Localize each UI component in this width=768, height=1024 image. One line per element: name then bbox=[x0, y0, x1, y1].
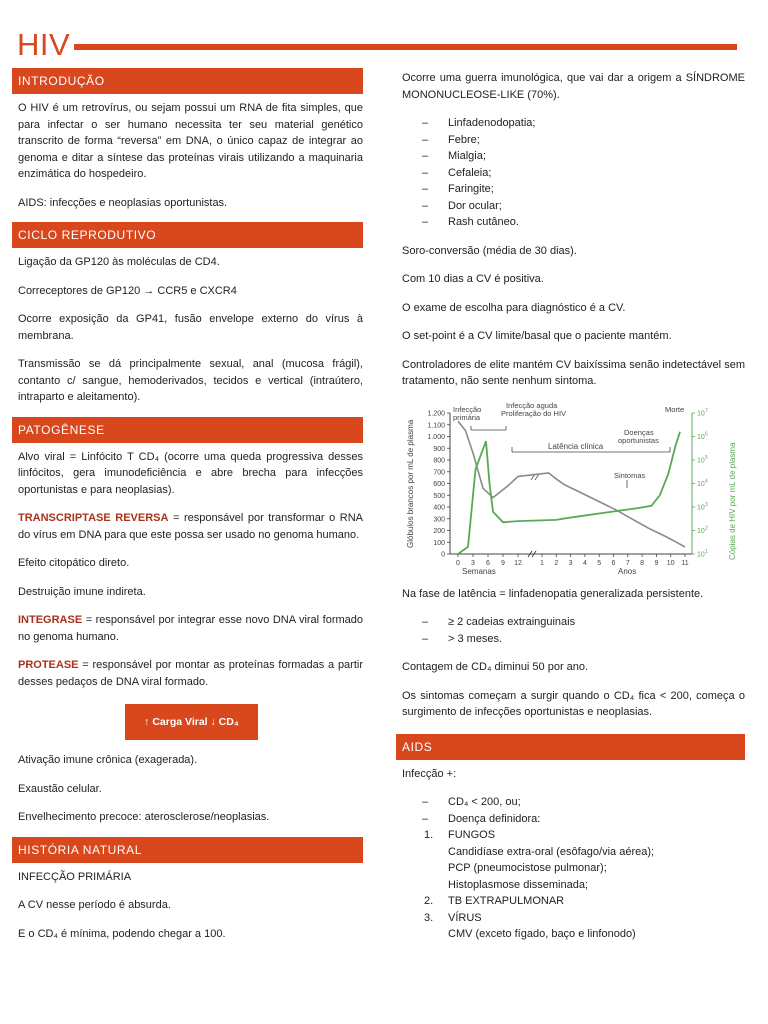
keyword-integrase: INTEGRASE bbox=[18, 614, 83, 626]
x-tick-label-year: 3 bbox=[568, 559, 573, 567]
section-heading-ciclo: CICLO REPRODUTIVO bbox=[12, 222, 363, 248]
annotation-opportunistic-2: oportunistas bbox=[618, 435, 659, 445]
x-tick-label-year: 5 bbox=[597, 559, 602, 567]
left-tick-label: 800 bbox=[433, 457, 445, 464]
list-item: – CD₄ < 200, ou; bbox=[422, 794, 745, 811]
section-heading-patogenese: PATOGÊNESE bbox=[12, 417, 363, 443]
list-item: – Linfadenodopatia; bbox=[422, 115, 745, 132]
list-item: – Doença definidora: bbox=[422, 811, 745, 828]
left-axis-label: Glóbulos brancos por mL de plasma bbox=[406, 419, 415, 548]
pathogenesis-paragraph-4: Destruição imune indireta. bbox=[18, 585, 146, 598]
left-tick-label: 400 bbox=[433, 504, 445, 511]
x-tick-label-year: 11 bbox=[681, 559, 689, 567]
list-item bbox=[424, 827, 745, 893]
left-tick-label: 1.100 bbox=[427, 421, 445, 429]
right-paragraph-4: O exame de escolha para diagnóstico é a CV. bbox=[402, 301, 626, 314]
left-tick-label: 1.200 bbox=[427, 410, 445, 417]
annotation-primary-1: Infecção bbox=[453, 404, 482, 414]
right-paragraph-7: Na fase de latência = linfadenopatia generalizada persistente. bbox=[402, 587, 704, 600]
section-heading-historia: HISTÓRIA NATURAL bbox=[12, 837, 363, 863]
left-tick-label: 300 bbox=[433, 515, 445, 523]
annotation-opportunistic-1: Doenças bbox=[624, 427, 654, 437]
left-tick-label: 1.000 bbox=[427, 433, 445, 441]
list-item: – Faringite; bbox=[422, 181, 745, 198]
sub-line: Candidíase extra-oral (esôfago/via aérea); bbox=[448, 845, 655, 858]
annotation-acute: Infecção aguda bbox=[506, 400, 558, 410]
list-item bbox=[424, 910, 745, 943]
pathogenesis-paragraph-1: Alvo viral = Linfócito T CD₄ (ocorre uma queda progressiva desses linfócitos, gera imunodeficiência e abre brecha para infecções oportunistas e para neoplasias). bbox=[18, 450, 363, 496]
x-tick-label-year: 8 bbox=[640, 559, 645, 567]
right-paragraph-3: Com 10 dias a CV é positiva. bbox=[402, 273, 544, 285]
right-tick-label: 10 bbox=[697, 551, 705, 558]
right-tick-label: 10 bbox=[697, 504, 705, 511]
page-title: HIV bbox=[17, 27, 71, 62]
integrase-text: = responsável por integrar esse novo DNA viral formado no genoma humano. bbox=[18, 614, 363, 643]
pathogenesis-paragraph-8: Exaustão celular. bbox=[18, 782, 102, 795]
left-tick-label: 100 bbox=[433, 539, 445, 547]
defining-disease-list bbox=[396, 827, 745, 943]
pathogenesis-paragraph-7: Ativação imune crônica (exagerada). bbox=[18, 754, 198, 766]
sub-line: Histoplasmose disseminada; bbox=[448, 878, 589, 891]
right-tick-label: 10 bbox=[697, 527, 705, 535]
right-tick-label: 10 bbox=[697, 457, 705, 464]
right-axis-label: Cópias de HIV por mL de plasma bbox=[728, 441, 737, 560]
right-column bbox=[396, 68, 745, 943]
sub-title: FUNGOS bbox=[448, 829, 496, 841]
left-tick-label: 600 bbox=[433, 480, 445, 488]
cycle-paragraph-3: Ocorre exposição da GP41, fusão envelope externo do vírus à membrana. bbox=[18, 313, 363, 342]
x-tick-label-week: 9 bbox=[501, 559, 505, 567]
section-heading-introducao: INTRODUÇÃO bbox=[12, 68, 363, 94]
left-tick-label: 900 bbox=[433, 445, 445, 453]
right-tick-label: 10 bbox=[697, 410, 705, 417]
x-tick-label-year: 1 bbox=[540, 559, 544, 567]
transcriptase-text: = responsável por transformar o RNA do vírus em DNA para que este possa ser usado no genoma humano. bbox=[18, 512, 363, 541]
x-label-weeks: Semanas bbox=[462, 566, 496, 576]
x-tick-label-year: 7 bbox=[625, 559, 630, 567]
list-item: – ≥ 2 cadeias extrainguinais bbox=[422, 614, 745, 631]
list-item: – Febre; bbox=[422, 132, 745, 149]
natural-paragraph-3: E o CD₄ é mínima, podendo chegar a 100. bbox=[18, 927, 226, 940]
title-rule bbox=[74, 44, 737, 50]
right-tick-label: 10 bbox=[697, 433, 705, 441]
chart-svg bbox=[402, 398, 742, 578]
intro-paragraph: O HIV é um retrovírus, ou sejam possui um RNA de fita simples, que para infectar o ser humano necessita ter seu material genético transcrito de forma “reversa” em DNA, o único capaz de integrar ao genoma e ditar a síntese das proteínas virais utilizando a maquinaria enzimática do hospedeiro. bbox=[18, 102, 363, 180]
pathogenesis-transcriptase bbox=[18, 510, 363, 543]
pathogenesis-protease bbox=[18, 657, 363, 690]
right-paragraph-1: Ocorre uma guerra imunológica, que vai dar a origem a SÍNDROME MONONUCLEOSE-LIKE (70%). bbox=[402, 72, 745, 101]
annotation-prolif: Proliferação do HIV bbox=[501, 408, 567, 418]
right-tick-exponent: 2 bbox=[705, 525, 708, 531]
list-number: 1. bbox=[424, 829, 434, 841]
cycle-paragraph-4: Transmissão se dá principalmente sexual, anal (mucosa frágil), contanto c/ sangue, hemoderivados, tecidos e vertical (intraútero, intraparto e aleitamento). bbox=[18, 358, 363, 403]
left-tick-label: 0 bbox=[441, 551, 445, 558]
keyword-protease: PROTEASE bbox=[18, 659, 79, 671]
left-tick-label: 200 bbox=[433, 527, 445, 535]
right-paragraph-5: O set-point é a CV limite/basal que o paciente mantém. bbox=[402, 330, 672, 342]
right-tick-label: 10 bbox=[697, 480, 705, 488]
right-tick-exponent: 7 bbox=[705, 407, 708, 414]
latency-list bbox=[396, 614, 745, 647]
list-item: – > 3 meses. bbox=[422, 631, 745, 648]
list-number: 2. bbox=[424, 895, 434, 907]
right-tick-exponent: 5 bbox=[705, 454, 708, 461]
protease-text: = responsável por montar as proteínas formadas a partir desses pedaços de DNA viral formado. bbox=[18, 659, 363, 688]
left-column bbox=[12, 68, 363, 942]
right-tick-exponent: 6 bbox=[705, 431, 708, 437]
list-item: – Dor ocular; bbox=[422, 198, 745, 215]
pathogenesis-paragraph-3: Efeito citopático direto. bbox=[18, 557, 130, 569]
x-tick-label-week: 6 bbox=[486, 559, 490, 567]
x-tick-label-week: 0 bbox=[456, 559, 460, 567]
symptom-list bbox=[396, 115, 745, 231]
x-tick-label-year: 6 bbox=[611, 559, 616, 567]
sub-line: CMV (exceto fígado, baço e linfonodo) bbox=[448, 928, 636, 940]
left-tick-label: 500 bbox=[433, 492, 445, 500]
right-tick-exponent: 4 bbox=[705, 478, 708, 484]
annotation-primary-2: primária bbox=[453, 412, 481, 422]
x-tick-label-year: 10 bbox=[666, 559, 675, 567]
annotation-latency: Latência clínica bbox=[548, 441, 604, 451]
x-tick-label-week: 3 bbox=[471, 559, 475, 567]
right-paragraph-2: Soro-conversão (média de 30 dias). bbox=[402, 244, 577, 257]
right-paragraph-9: Os sintomas começam a surgir quando o CD₄ fica < 200, começa o surgimento de infecções oportunistas e neoplasias. bbox=[402, 689, 745, 718]
sub-line: PCP (pneumocistose pulmonar); bbox=[448, 862, 607, 874]
right-tick-exponent: 1 bbox=[705, 548, 708, 555]
pathogenesis-integrase bbox=[18, 612, 363, 645]
natural-paragraph-2: A CV nesse período é absurda. bbox=[18, 899, 171, 911]
x-tick-label-year: 9 bbox=[654, 559, 659, 567]
right-tick-exponent: 3 bbox=[705, 501, 708, 508]
sub-title: VÍRUS bbox=[448, 911, 482, 924]
intro-aids-note: AIDS: infecções e neoplasias oportunistas. bbox=[18, 196, 228, 209]
list-item: – Cefaleia; bbox=[422, 165, 745, 182]
list-number: 3. bbox=[424, 911, 434, 924]
left-tick-label: 700 bbox=[433, 468, 445, 476]
aids-criteria-list bbox=[396, 794, 745, 827]
list-item bbox=[424, 893, 745, 910]
annotation-death: Morte bbox=[665, 404, 685, 414]
list-item: – Rash cutâneo. bbox=[422, 214, 745, 231]
pathogenesis-paragraph-9: Envelhecimento precoce: aterosclerose/neoplasias. bbox=[18, 811, 270, 823]
x-tick-label-week: 12 bbox=[514, 559, 522, 567]
right-paragraph-6: Controladores de elite mantém CV baixíssima senão indetectável sem tratamento, não sente nenhum sintoma. bbox=[402, 358, 745, 387]
cycle-paragraph-2: Correceptores de GP120 → CCR5 e CXCR4 bbox=[18, 284, 237, 297]
keyword-transcriptase: TRANSCRIPTASE REVERSA bbox=[18, 512, 169, 524]
x-tick-label-year: 2 bbox=[554, 559, 559, 567]
x-tick-label-year: 4 bbox=[582, 559, 587, 567]
natural-paragraph-1: INFECÇÃO PRIMÁRIA bbox=[18, 870, 132, 883]
viral-load-cd4-badge: ↑ Carga Viral ↓ CD₄ bbox=[125, 704, 258, 740]
aids-paragraph-1: Infecção +: bbox=[402, 767, 457, 780]
x-label-years: Anos bbox=[618, 566, 637, 576]
list-item: – Mialgia; bbox=[422, 148, 745, 165]
annotation-symptoms: Sintomas bbox=[614, 470, 646, 480]
cycle-paragraph-1: Ligação da GP120 às moléculas de CD4. bbox=[18, 256, 220, 268]
right-paragraph-8: Contagem de CD₄ diminui 50 por ano. bbox=[402, 661, 589, 673]
hiv-natural-history-chart bbox=[402, 398, 742, 578]
section-heading-aids: AIDS bbox=[396, 734, 745, 760]
sub-title: TB EXTRAPULMONAR bbox=[448, 895, 565, 907]
